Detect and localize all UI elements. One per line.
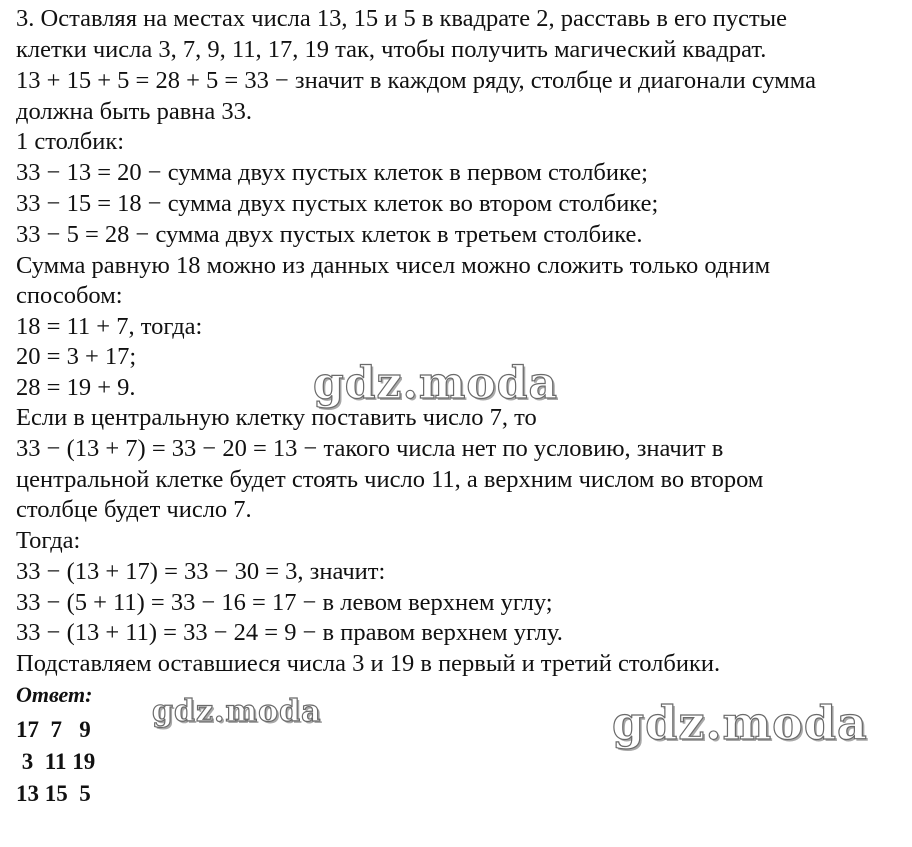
text-line: Тогда:: [16, 527, 81, 554]
text-line: 33 − 13 = 20 − сумма двух пустых клеток в первом столбике;: [16, 159, 648, 186]
watermark: gdz.moda: [313, 358, 559, 409]
answer-label: Ответ:: [16, 682, 93, 707]
text-line: Сумма равную 18 можно из данных чисел можно сложить только одним: [16, 252, 771, 279]
text-line: 3. Оставляя на местах числа 13, 15 и 5 в квадрате 2, расставь в его пустые: [16, 5, 787, 32]
text-line: 13 + 15 + 5 = 28 + 5 = 33 − значит в каждом ряду, столбце и диагонали сумма: [16, 67, 817, 94]
watermark: gdz.moda: [152, 694, 322, 729]
answer-grid-row: 13 15 5: [16, 781, 91, 806]
text-line: должна быть равна 33.: [16, 98, 253, 125]
text-line: 33 − 5 = 28 − сумма двух пустых клеток в третьем столбике.: [16, 221, 643, 248]
text-line: столбце будет число 7.: [16, 496, 252, 523]
text-line: 33 − 15 = 18 − сумма двух пустых клеток во втором столбике;: [16, 190, 659, 217]
text-line: 33 − (13 + 11) = 33 − 24 = 9 − в правом верхнем углу.: [16, 619, 563, 646]
text-line: 33 − (13 + 17) = 33 − 30 = 3, значит:: [16, 558, 386, 585]
answer-grid-row: 17 7 9: [16, 717, 91, 742]
text-line: 28 = 19 + 9.: [16, 374, 136, 401]
text-line: 33 − (5 + 11) = 33 − 16 = 17 − в левом верхнем углу;: [16, 589, 553, 616]
text-line: Подставляем оставшиеся числа 3 и 19 в первый и третий столбики.: [16, 650, 721, 677]
answer-grid-row: 3 11 19: [16, 749, 96, 774]
text-line: 1 столбик:: [16, 128, 125, 155]
text-line: центральной клетке будет стоять число 11, а верхним числом во втором: [16, 466, 764, 493]
text-line: клетки числа 3, 7, 9, 11, 17, 19 так, чтобы получить магический квадрат.: [16, 36, 767, 63]
text-line: способом:: [16, 282, 123, 309]
text-line: 20 = 3 + 17;: [16, 343, 137, 370]
text-line: 33 − (13 + 7) = 33 − 20 = 13 − такого числа нет по условию, значит в: [16, 435, 724, 462]
watermark: gdz.moda: [612, 696, 868, 750]
text-line: 18 = 11 + 7, тогда:: [16, 313, 203, 340]
text-line: Если в центральную клетку поставить число 7, то: [16, 404, 537, 431]
